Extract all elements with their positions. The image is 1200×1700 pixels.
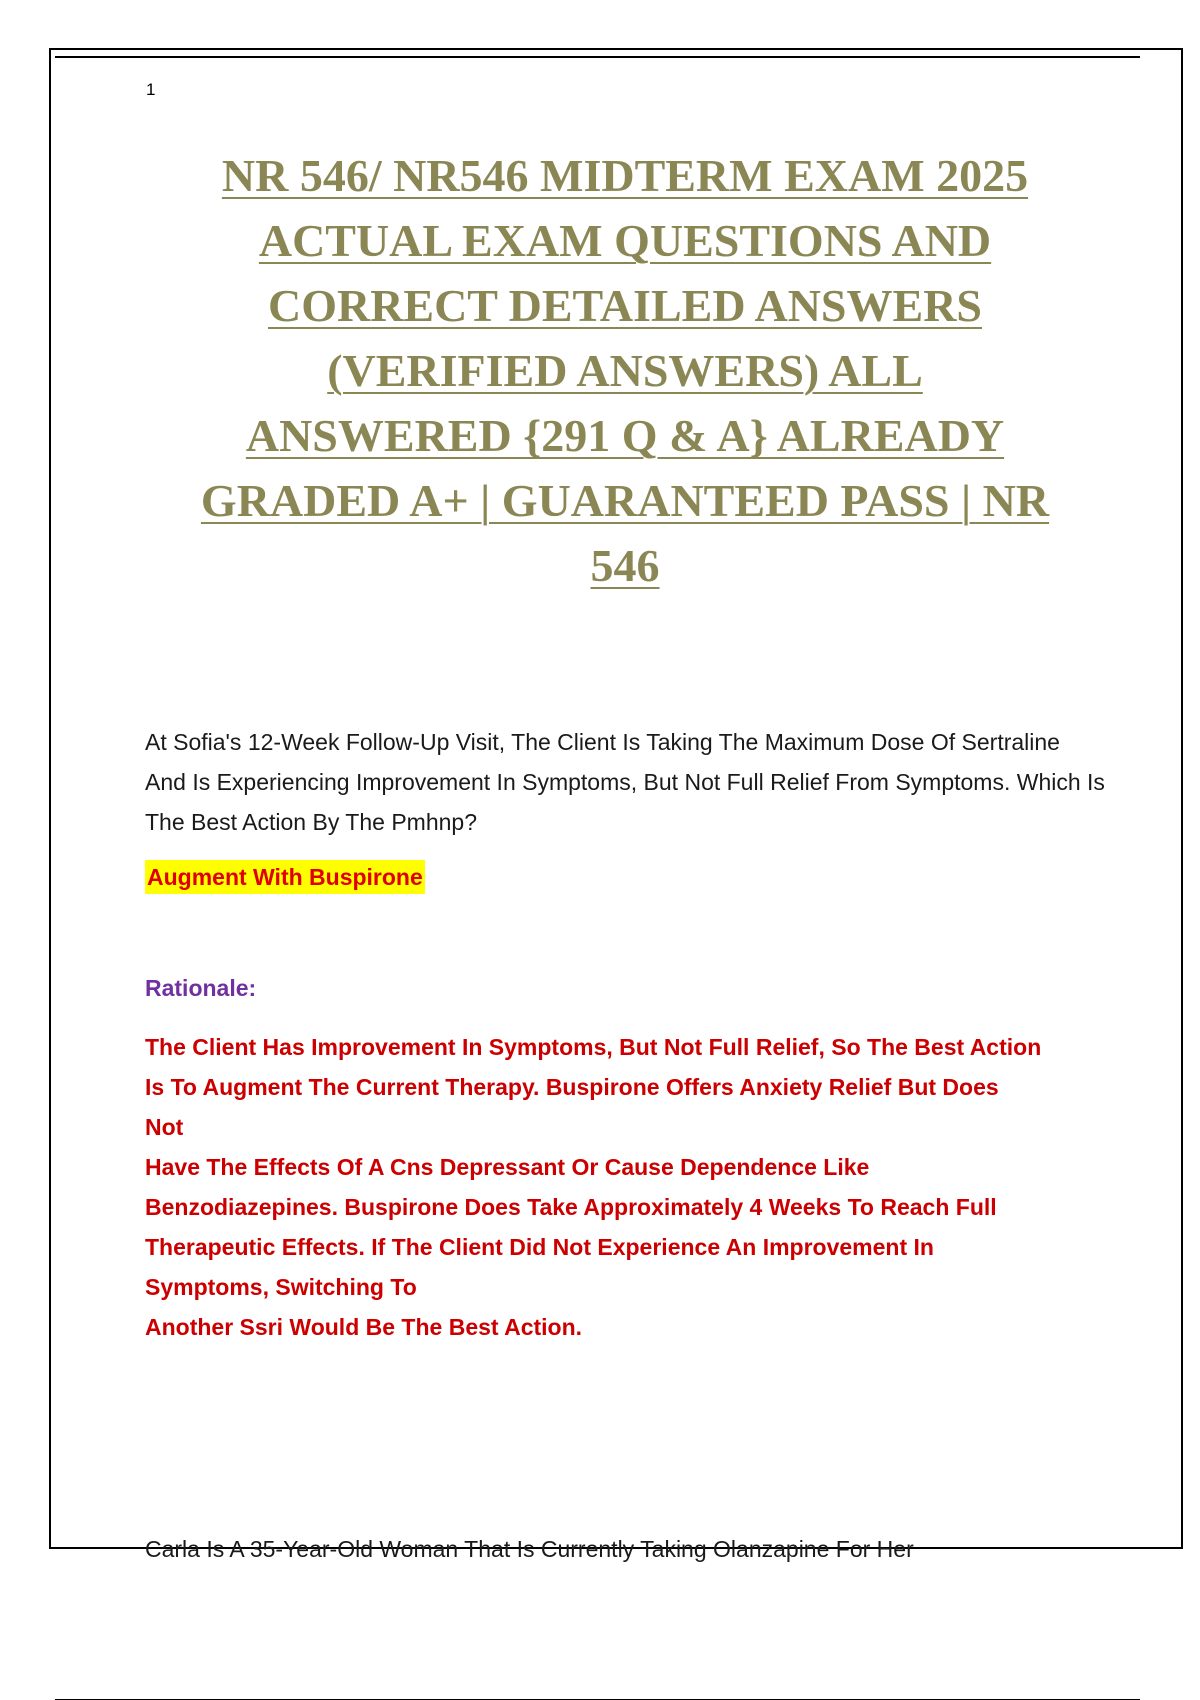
page-number: 1 [146, 80, 156, 99]
question-text: At Sofia's 12-Week Follow-Up Visit, The Client Is Taking The Maximum Dose Of Sertraline And Is Experiencing Improvement In Symptoms, But Not Full Relief From Symptoms. Which Is The Best Action By The Pmhnp? [145, 729, 1105, 835]
title-line: NR 546/ NR546 MIDTERM EXAM 2025 [221, 150, 1029, 201]
document-title [160, 143, 1090, 598]
rationale-text [145, 1027, 1105, 1347]
rationale-line: Therapeutic Effects. If The Client Did Not Experience An Improvement In [145, 1234, 934, 1260]
rationale-line: Another Ssri Would Be The Best Action. [145, 1314, 583, 1340]
next-question-text: Carla Is A 35-Year-Old Woman That Is Currently Taking Olanzapine For Her [145, 1536, 914, 1562]
rationale-line: Symptoms, Switching To [145, 1274, 417, 1300]
rationale-line: Benzodiazepines. Buspirone Does Take Approximately 4 Weeks To Reach Full [145, 1194, 997, 1220]
title-line: GRADED A+ | GUARANTEED PASS | NR [200, 475, 1050, 526]
answer-highlight: Augment With Buspirone [145, 860, 425, 894]
title-line: ANSWERED {291 Q & A} ALREADY [245, 410, 1005, 461]
title-line: (VERIFIED ANSWERS) ALL [327, 345, 923, 396]
rationale-label: Rationale: [145, 975, 257, 1001]
rationale-line: The Client Has Improvement In Symptoms, But Not Full Relief, So The Best Action [145, 1034, 1042, 1060]
title-line: CORRECT DETAILED ANSWERS [267, 280, 983, 331]
rationale-line: Is To Augment The Current Therapy. Buspirone Offers Anxiety Relief But Does [145, 1074, 999, 1100]
rationale-line: Have The Effects Of A Cns Depressant Or Cause Dependence Like [145, 1154, 870, 1180]
title-line: 546 [590, 540, 660, 591]
title-line: ACTUAL EXAM QUESTIONS AND [258, 215, 992, 266]
rationale-line: Not [145, 1114, 184, 1140]
